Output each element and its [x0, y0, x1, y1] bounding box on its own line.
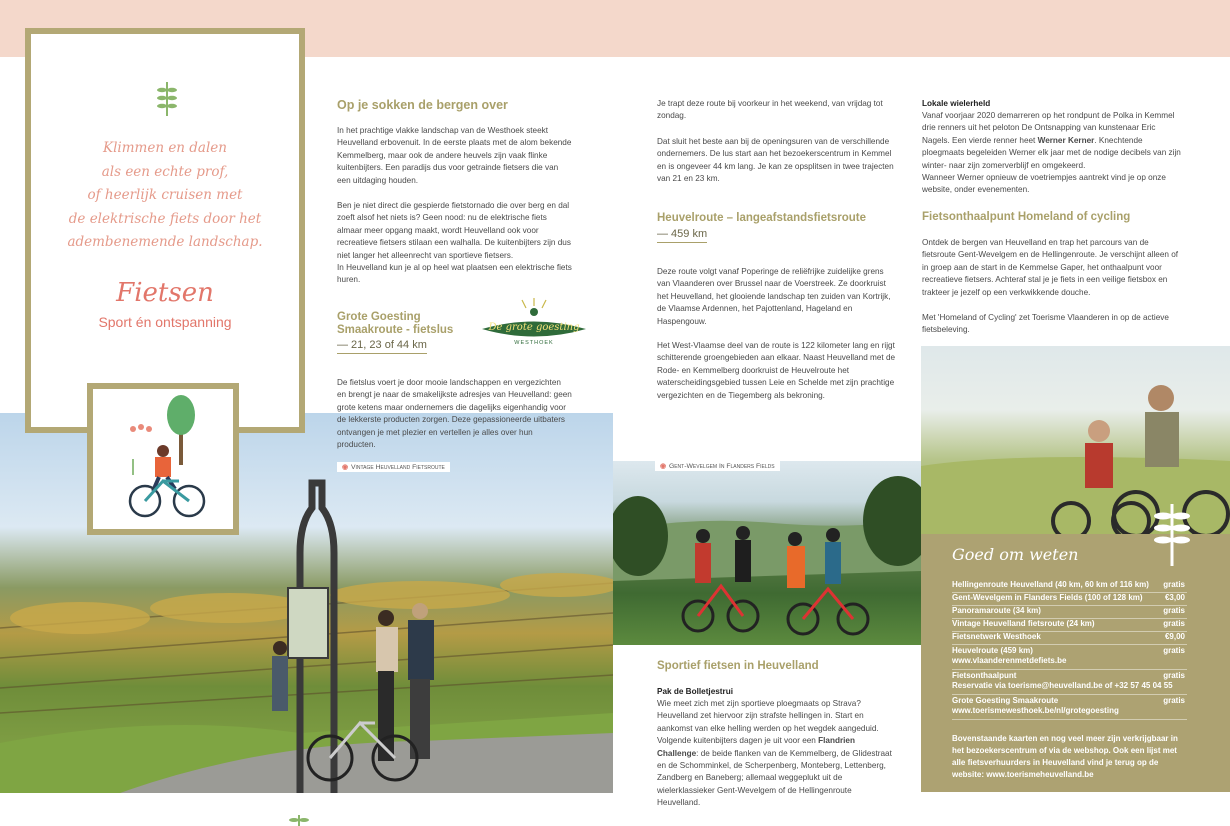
info-note: [952, 733, 1192, 781]
column1-paragraph: In het prachtige vlakke landschap van de Westhoek steekt Heuvelland erbovenuit. In de eerste plaats met de alom bekende Kemmelberg, maar ook de andere heuvels zijn vaak flinke kuitenbijters. Een paradijs dus voor getrainde fietsers die van een uitdaging houden.: [337, 126, 572, 185]
paragraph-text: . Knechtende ploegmaats begeleiden Werner elk jaar met de nodige decibels van zijn winter- naar zijn zomerverblijf en omgekeerd.: [922, 135, 1181, 170]
quote-line: of heerlijk cruisen met: [87, 187, 243, 203]
info-price: gratis: [1163, 580, 1185, 589]
info-price: gratis: [1163, 646, 1185, 655]
sprout-icon: [1152, 500, 1192, 568]
info-label: Grote Goesting Smaakroute: [952, 696, 1059, 705]
column2-heading: Heuvelroute – langeafstandsfietsroute: [657, 212, 866, 224]
info-row: [952, 696, 1187, 720]
logo-subtext: WESTHOEK: [514, 340, 554, 346]
route-heading-line: Grote Goesting: [337, 311, 421, 323]
photo-caption: [337, 462, 450, 472]
column2-paragraph: Je trapt deze route bij voorkeur in het weekend, van vrijdag tot zondag.: [657, 99, 883, 121]
quote-line: als een echte prof,: [101, 163, 229, 180]
quote-line: de elektrische fiets door het: [68, 210, 262, 227]
info-label: Heuvelroute (459 km): [952, 646, 1033, 655]
column3-paragraph: Wanneer Werner opnieuw de voetriempjes aantrekt vind je op onze website, onder evenementen.: [922, 173, 1166, 195]
column2-paragraph: Dat sluit het beste aan bij de openingsuren van de verschillende ondernemers. De lus start aan het bezoekerscentrum in Kemmel en is ongeveer 44 km lang. Je kan ze opsplitsen in twee trajecten van 21 en 23 km.: [657, 137, 894, 184]
logo-wordmark: De grote goesting: [488, 322, 580, 333]
quote-line: Klimmen en dalen: [103, 140, 227, 156]
route-heading: [337, 311, 477, 337]
info-note-text: Bovenstaande kaarten en nog veel meer zijn verkrijgbaar in het bezoekerscentrum of via de webshop. Ook een lijst met alle fietsverhuurders in Heuvelland vind je terug op de website:: [952, 734, 1178, 779]
column2-paragraph: Het West-Vlaamse deel van de route is 122 kilometer lang en rijgt schitterende groengebieden aan elkaar. Naast Heuvelland met de Rode- en Kemmelberg doorkruist de Heuvelroute het waterscheidingsgebied tussen Leie en Schelde met zijn prachtige vergezichten en de Tiegemberg als bekroning.: [657, 341, 896, 400]
column1-paragraph: Ben je niet direct die gespierde fietstornado die over berg en dal zoeft alsof het niets is? Geen nood: nu de elektrische fiets almaar meer opgang maakt, wordt Heuvelland ook voor recreatieve fietsers stilaan een walhalla. De kuitenbijters zijn dus niet langer het alleenrecht van sportieve fietsers.: [337, 201, 571, 260]
illustration-frame: [87, 383, 239, 535]
info-row: [952, 593, 1187, 606]
section-subtitle: Sport én ontspanning: [98, 314, 232, 330]
info-label: Gent-Wevelgem in Flanders Fields (100 of 128 km): [952, 593, 1143, 602]
column2-heading: Sportief fietsen in Heuvelland: [657, 660, 819, 672]
section-title: Fietsen: [116, 278, 214, 308]
info-link[interactable]: www.vlaanderenmetdefiets.be: [952, 656, 1067, 665]
route-heading-line: Smaakroute - fietslus: [337, 324, 454, 336]
info-price: gratis: [1163, 606, 1185, 615]
info-contact[interactable]: Reservatie via toerisme@heuvelland.be of +32 57 45 04 55: [952, 681, 1173, 690]
info-price: €9,00: [1164, 632, 1185, 641]
info-price: gratis: [1163, 619, 1185, 628]
column1-heading: Op je sokken de bergen over: [337, 98, 508, 112]
photo-caption-text: Gent-Wevelgem In Flanders Fields: [668, 463, 775, 470]
sprout-icon: [287, 815, 311, 826]
column3-paragraph: Met 'Homeland of Cycling' zet Toerisme Vlaanderen in op de actieve fietsbeleving.: [922, 313, 1169, 335]
info-row: [952, 646, 1187, 670]
paragraph-bold: Flandrien Challenge: [657, 736, 855, 758]
column1-paragraph: In Heuvelland kun je al op heel wat plaatsen een elektrische fiets huren.: [337, 263, 572, 285]
intro-quote: [50, 137, 280, 255]
cyclist-illustration-icon: [93, 389, 233, 529]
column1-paragraph: De fietslus voert je door mooie landschappen en vergezichten en brengt je naar de smakelijkste adresjes van Heuvelland: geen grote ketens maar ondernemers die dagelijks eigenhandig voor de lekkerste producten zorgen. Deze gepassioneerde uitbaters ontvangen je met plezier en vertellen je alles over hun producten.: [337, 378, 572, 450]
info-title: Goed om weten: [952, 545, 1079, 564]
photo-caption: [655, 461, 780, 471]
info-row: [952, 606, 1187, 619]
sprout-icon: [155, 80, 179, 118]
info-row: [952, 580, 1187, 593]
info-label: Fietsnetwerk Westhoek: [952, 632, 1041, 641]
column3-paragraph: [922, 110, 1184, 172]
quote-line: adembenemende landschap.: [67, 234, 263, 250]
column2-paragraph: [657, 698, 895, 810]
paragraph-text: Vanaf voorjaar 2020 demarreren op het rondpunt de Polka in Kemmel drie renners uit het peloton De Ontsnapping van kunstenaar Eric Nagels. Een vierde renner heet: [922, 111, 1175, 145]
paragraph-text: : de beide flanken van de Kemmelberg, de Glidestraat en de Schomminkel, de Scherpenberg, Monteberg, Lettenberg, Zandberg en Baneberg; allemaal weggeplukt uit de wielerklassieker Gent-Wevelgem of de Hellingenroute Heuvelland.: [657, 748, 892, 808]
column3-subheading: Lokale wielerheld: [922, 99, 991, 108]
grote-goesting-logo: [478, 296, 590, 354]
info-row: [952, 632, 1187, 645]
column2-paragraph: Deze route volgt vanaf Poperinge de reliëfrijke zuidelijke grens van Vlaanderen over Brussel naar de Voerstreek. Ze doorkruist het Heuvelland, het glooiende landschap ten zuiden van Kortrijk, de Vlaamse Ardennen, het Pajottenland, Hageland en Haspengouw.: [657, 267, 891, 326]
info-row: [952, 671, 1187, 695]
gent-wevelgem-photo: [613, 461, 921, 645]
info-label: Panoramaroute (34 km): [952, 606, 1041, 615]
info-price: €3,00: [1164, 593, 1185, 602]
info-row: [952, 619, 1187, 632]
info-label: Vintage Heuvelland fietsroute (24 km): [952, 619, 1095, 628]
info-price: gratis: [1163, 696, 1185, 705]
info-price: gratis: [1163, 671, 1185, 680]
camera-icon: ◉: [660, 463, 666, 470]
route-distance: — 459 km: [657, 228, 707, 243]
column3-paragraph: Ontdek de bergen van Heuvelland en trap het parcours van de fietsroute Gent-Wevelgem en de Hellingenroute. Je verschijnt alleen of in groep aan de start in de Kemmelse Gaper, het onthaalpunt voor recreatieve fietsers. Achteraf stal je je fiets in een veilige fietsbox en trakteer je jezelf op een verkwikkende douche.: [922, 238, 1179, 297]
route-distance: — 21, 23 of 44 km: [337, 339, 427, 354]
paragraph-bold: Werner Kerner: [1037, 135, 1095, 145]
info-label: Fietsonthaalpunt: [952, 671, 1017, 680]
info-label: Hellingenroute Heuvelland (40 km, 60 km of 116 km): [952, 580, 1149, 589]
website-link[interactable]: www.toerismeheuvelland.be: [986, 770, 1094, 779]
photo-caption-text: Vintage Heuvelland Fietsroute: [350, 464, 445, 471]
column3-heading: Fietsonthaalpunt Homeland of cycling: [922, 211, 1131, 223]
info-link[interactable]: www.toerismewesthoek.be/nl/grotegoesting: [952, 706, 1119, 715]
paragraph-text: Wie meet zich met zijn sportieve ploegmaats op Strava? Heuvelland zet hiervoor zijn strafste hellingen in. Start en aankomst van elke helling werden op het wegdek aangeduid. Volgende kuitenbijters dagen je uit voor een: [657, 699, 879, 746]
column2-subheading: Pak de Bolletjestrui: [657, 687, 733, 696]
camera-icon: ◉: [342, 464, 348, 471]
